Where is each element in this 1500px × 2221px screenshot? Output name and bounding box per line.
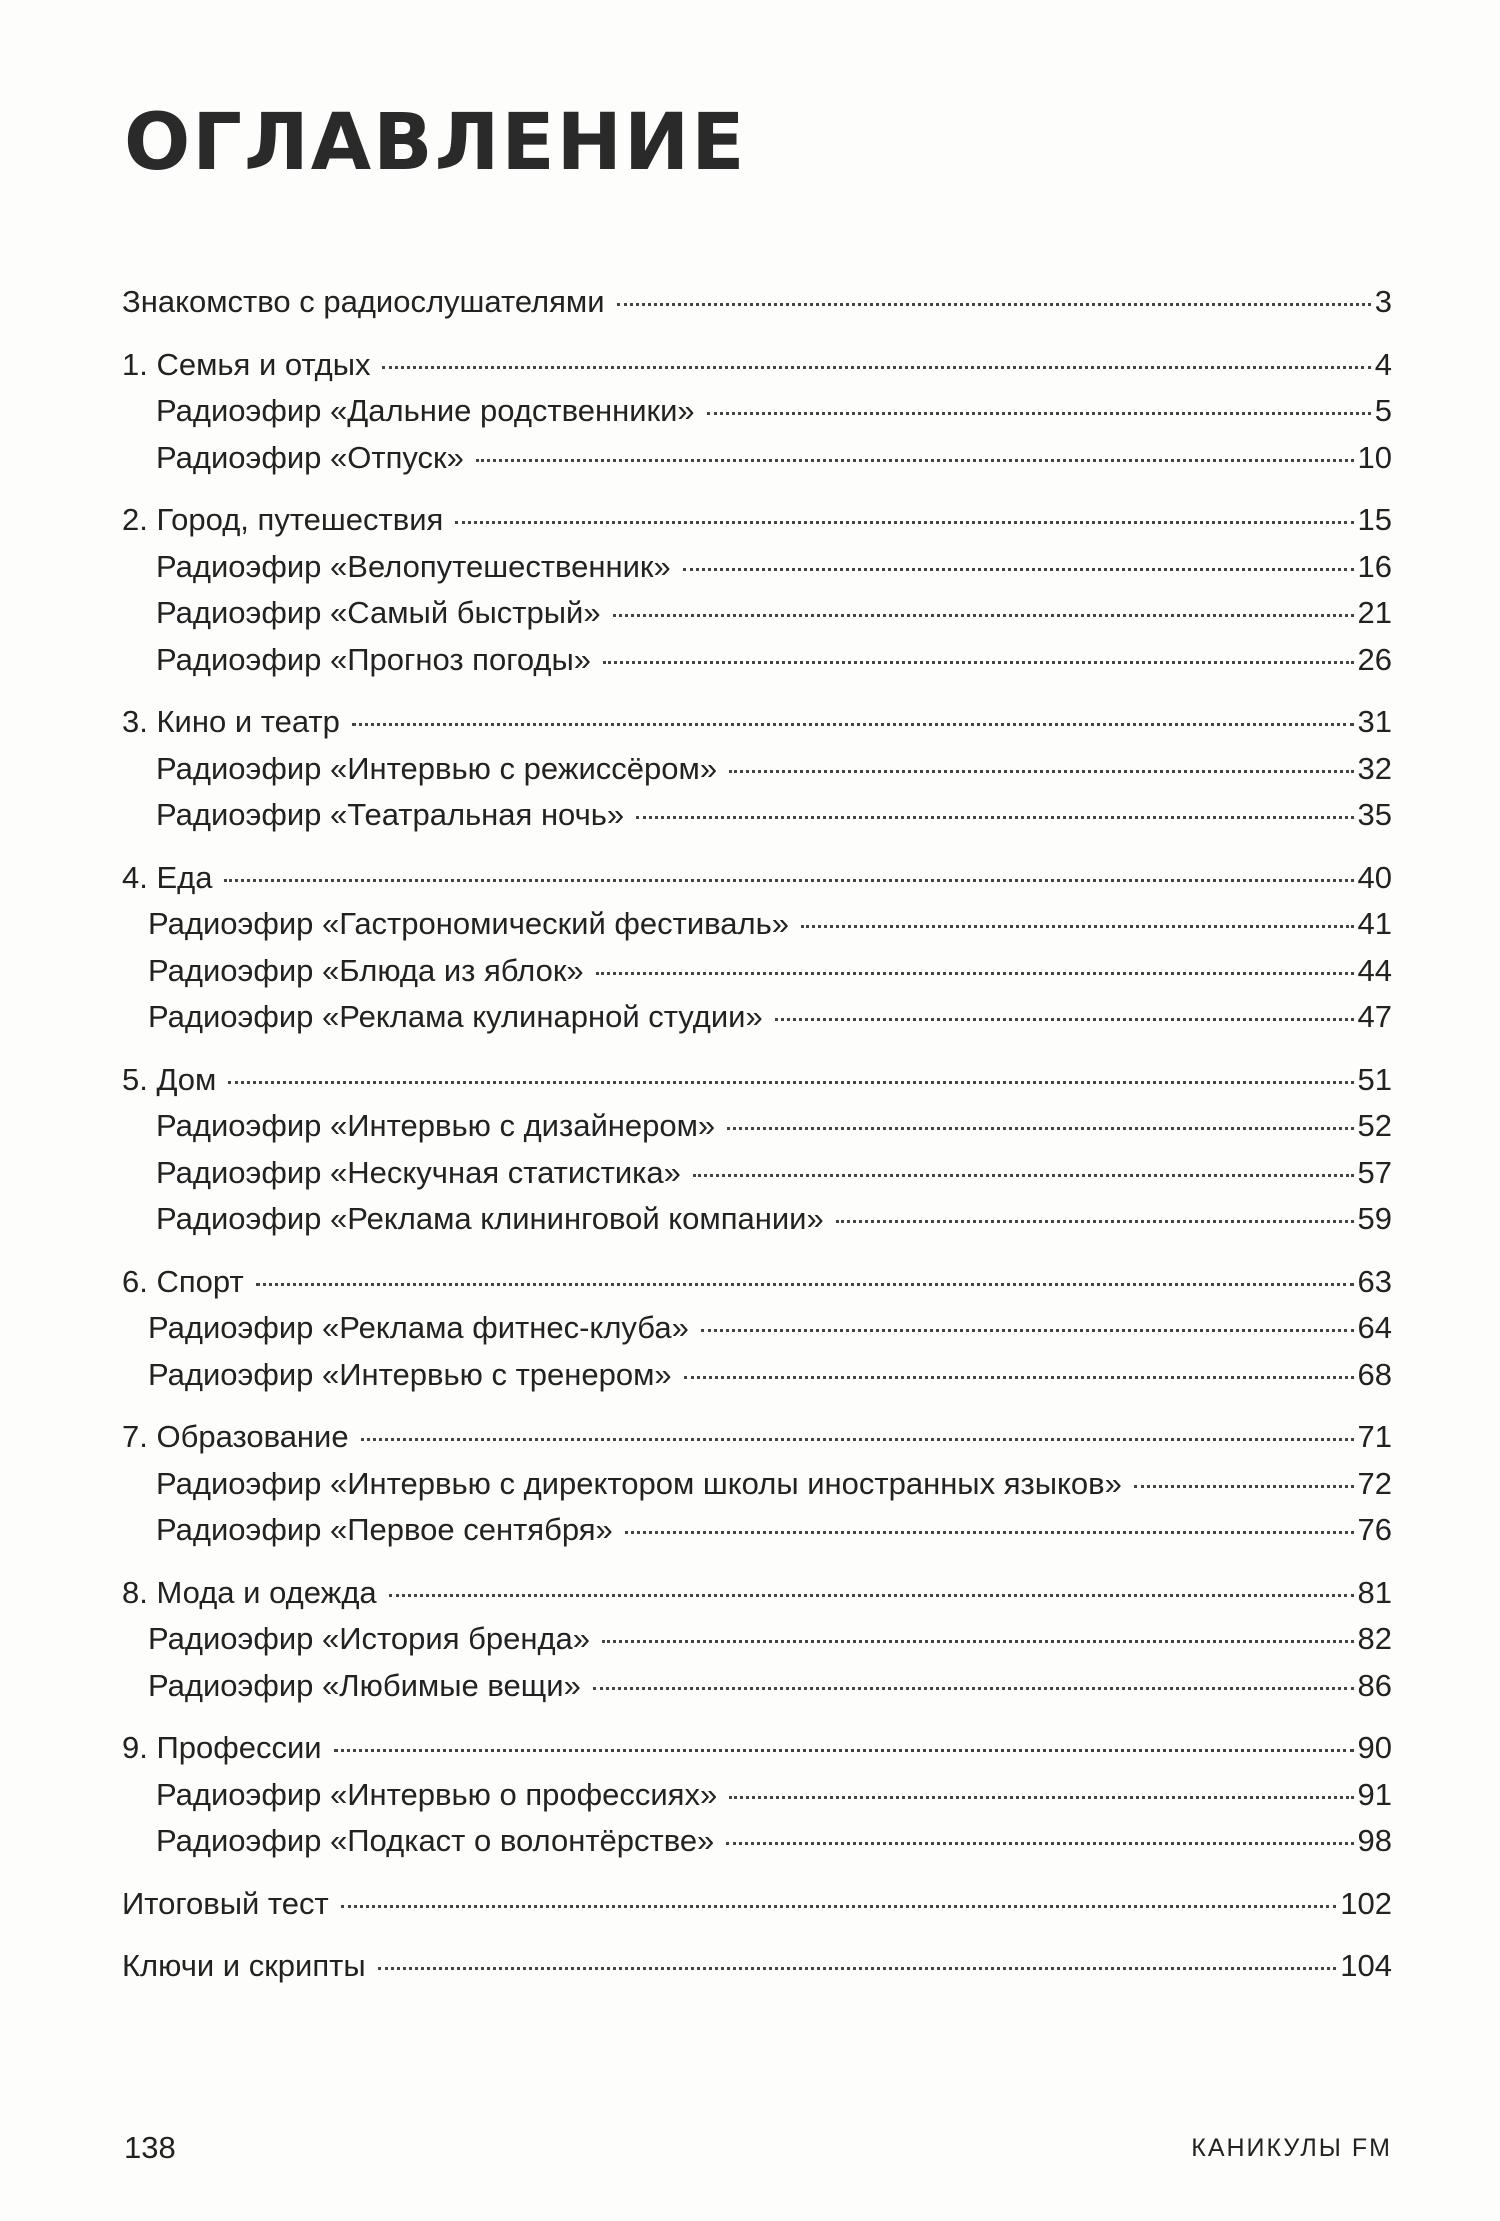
toc-leader-dots xyxy=(603,661,1354,664)
toc-section[interactable] xyxy=(122,704,1392,751)
toc-entry-label: Радиоэфир «Велопутешественник» xyxy=(156,548,671,584)
toc-entry-label: 7. Образование xyxy=(122,1419,349,1454)
toc-entry-label: Радиоэфир «Самый быстрый» xyxy=(156,595,601,630)
toc-entry-page: 10 xyxy=(1357,439,1392,475)
toc-leader-dots xyxy=(727,1127,1353,1130)
toc-subentry[interactable] xyxy=(122,751,1392,798)
toc-entry-page: 16 xyxy=(1357,548,1392,584)
toc-section[interactable] xyxy=(122,347,1392,394)
toc-section[interactable] xyxy=(122,1264,1392,1311)
toc-leader-dots xyxy=(389,1594,1354,1597)
toc-section[interactable] xyxy=(122,1062,1392,1109)
toc-leader-dots xyxy=(256,1283,1354,1286)
toc-section[interactable] xyxy=(122,502,1392,549)
toc-entry[interactable] xyxy=(122,1948,1392,1995)
toc-leader-dots xyxy=(228,1081,1353,1084)
toc-leader-dots xyxy=(683,568,1354,571)
toc-leader-dots xyxy=(382,366,1370,369)
toc-entry-page: 82 xyxy=(1357,1621,1392,1656)
toc-entry-page: 63 xyxy=(1357,1263,1392,1299)
toc-subentry[interactable] xyxy=(122,393,1392,440)
toc-leader-dots xyxy=(352,723,1354,726)
toc-entry-page: 59 xyxy=(1357,1201,1392,1236)
toc-subentry[interactable] xyxy=(122,1201,1392,1248)
toc-entry-label: 3. Кино и театр xyxy=(122,704,340,739)
toc-entry-page: 98 xyxy=(1357,1823,1392,1858)
toc-entry-label: Радиоэфир «Интервью с тренером» xyxy=(148,1356,672,1392)
toc-entry-page: 44 xyxy=(1357,952,1392,988)
toc-entry-label: 9. Профессии xyxy=(122,1730,322,1765)
toc-leader-dots xyxy=(726,1842,1353,1845)
toc-leader-dots xyxy=(684,1376,1354,1379)
toc-entry-page: 86 xyxy=(1357,1667,1392,1703)
toc-subentry[interactable] xyxy=(122,1466,1392,1513)
toc-leader-dots xyxy=(593,1687,1354,1690)
table-of-contents xyxy=(122,284,1392,1995)
toc-entry-label: 2. Город, путешествия xyxy=(122,502,444,537)
toc-entry-label: Знакомство с радиослушателями xyxy=(122,284,605,319)
toc-leader-dots xyxy=(707,412,1371,415)
toc-entry-page: 31 xyxy=(1357,704,1392,739)
toc-entry-page: 68 xyxy=(1357,1356,1392,1392)
toc-leader-dots xyxy=(636,816,1353,819)
toc-entry-label: 1. Семья и отдых xyxy=(122,346,371,382)
toc-entry-label: Радиоэфир «Дальние родственники» xyxy=(156,393,695,428)
toc-subentry[interactable] xyxy=(122,1668,1392,1715)
toc-entry-page: 41 xyxy=(1357,906,1392,941)
toc-subentry[interactable] xyxy=(122,1357,1392,1404)
toc-entry-page: 32 xyxy=(1357,750,1392,786)
toc-subentry[interactable] xyxy=(122,549,1392,596)
toc-entry-label: Радиоэфир «Театральная ночь» xyxy=(156,797,625,832)
toc-entry-page: 57 xyxy=(1357,1154,1392,1190)
toc-entry-page: 52 xyxy=(1357,1108,1392,1143)
toc-entry-label: Радиоэфир «Интервью с дизайнером» xyxy=(156,1108,716,1143)
toc-entry-page: 3 xyxy=(1374,284,1392,319)
toc-leader-dots xyxy=(617,303,1371,306)
toc-leader-dots xyxy=(1134,1485,1354,1488)
toc-leader-dots xyxy=(334,1749,1354,1752)
toc-entry-label: Радиоэфир «История бренда» xyxy=(148,1621,591,1656)
toc-entry[interactable] xyxy=(122,1886,1392,1933)
toc-entry-label: Радиоэфир «Любимые вещи» xyxy=(148,1667,581,1703)
toc-entry-label: Радиоэфир «Гастрономический фестиваль» xyxy=(148,906,790,941)
toc-section[interactable] xyxy=(122,1730,1392,1777)
toc-entry-label: 5. Дом xyxy=(122,1061,217,1097)
toc-leader-dots xyxy=(693,1174,1354,1177)
toc-leader-dots xyxy=(341,1905,1337,1908)
toc-entry-page: 76 xyxy=(1357,1512,1392,1547)
toc-leader-dots xyxy=(602,1640,1353,1643)
toc-entry-label: Радиоэфир «Отпуск» xyxy=(156,439,464,475)
toc-entry-page: 40 xyxy=(1357,859,1392,895)
toc-subentry[interactable] xyxy=(122,1310,1392,1357)
toc-entry-page: 102 xyxy=(1340,1885,1392,1921)
toc-leader-dots xyxy=(625,1531,1354,1534)
toc-subentry[interactable] xyxy=(122,1823,1392,1870)
toc-leader-dots xyxy=(613,614,1354,617)
toc-leader-dots xyxy=(836,1220,1354,1223)
toc-leader-dots xyxy=(801,925,1353,928)
toc-subentry[interactable] xyxy=(122,999,1392,1046)
toc-entry-page: 104 xyxy=(1340,1948,1392,1983)
toc-subentry[interactable] xyxy=(122,953,1392,1000)
toc-entry-page: 64 xyxy=(1357,1310,1392,1345)
toc-entry-page: 5 xyxy=(1374,393,1392,428)
toc-subentry[interactable] xyxy=(122,1621,1392,1668)
toc-leader-dots xyxy=(596,972,1354,975)
toc-subentry[interactable] xyxy=(122,595,1392,642)
toc-entry-page: 72 xyxy=(1357,1465,1392,1501)
toc-entry-page: 90 xyxy=(1357,1730,1392,1765)
toc-entry-label: Итоговый тест xyxy=(122,1885,329,1921)
toc-subentry[interactable] xyxy=(122,906,1392,953)
toc-entry-label: Радиоэфир «Подкаст о волонтёрстве» xyxy=(156,1823,715,1858)
toc-entry-page: 91 xyxy=(1357,1776,1392,1812)
toc-entry-label: 8. Мода и одежда xyxy=(122,1574,377,1610)
toc-subentry[interactable] xyxy=(122,440,1392,487)
toc-leader-dots xyxy=(378,1967,1337,1970)
toc-entry-label: Радиоэфир «Блюда из яблок» xyxy=(148,952,584,988)
footer-page-number: 138 xyxy=(124,2130,176,2165)
toc-entry-page: 15 xyxy=(1357,502,1392,537)
toc-entry-label: 6. Спорт xyxy=(122,1263,244,1299)
toc-entry-label: Радиоэфир «Первое сентября» xyxy=(156,1512,613,1547)
toc-entry-label: Радиоэфир «Реклама клининговой компании» xyxy=(156,1201,824,1236)
toc-leader-dots xyxy=(701,1329,1354,1332)
toc-subentry[interactable] xyxy=(122,1512,1392,1559)
toc-entry-label: Радиоэфир «Прогноз погоды» xyxy=(156,641,591,677)
toc-entry-page: 51 xyxy=(1357,1061,1392,1097)
toc-subentry[interactable] xyxy=(122,797,1392,844)
toc-entry-page: 26 xyxy=(1357,641,1392,677)
toc-entry-label: Радиоэфир «Интервью с режиссёром» xyxy=(156,750,718,786)
page-title: ОГЛАВЛЕНИЕ xyxy=(124,98,747,188)
toc-entry-label: Радиоэфир «Интервью о профессиях» xyxy=(156,1776,718,1812)
toc-leader-dots xyxy=(361,1438,1354,1441)
toc-leader-dots xyxy=(729,1796,1353,1799)
toc-entry-page: 47 xyxy=(1357,999,1392,1034)
toc-entry-label: Радиоэфир «Реклама фитнес-клуба» xyxy=(148,1310,689,1345)
toc-entry-label: Радиоэфир «Нескучная статистика» xyxy=(156,1154,681,1190)
toc-entry[interactable] xyxy=(122,284,1392,331)
footer-book-title: КАНИКУЛЫ FM xyxy=(1191,2134,1392,2162)
toc-section[interactable] xyxy=(122,860,1392,907)
toc-entry-label: Радиоэфир «Реклама кулинарной студии» xyxy=(148,999,763,1034)
toc-entry-page: 35 xyxy=(1357,797,1392,832)
toc-section[interactable] xyxy=(122,1575,1392,1622)
toc-subentry[interactable] xyxy=(122,642,1392,689)
toc-subentry[interactable] xyxy=(122,1155,1392,1202)
toc-entry-label: Радиоэфир «Интервью с директором школы иностранных языков» xyxy=(156,1465,1122,1501)
toc-leader-dots xyxy=(224,879,1353,882)
toc-entry-label: Ключи и скрипты xyxy=(122,1948,366,1983)
toc-entry-page: 81 xyxy=(1357,1574,1392,1610)
toc-entry-page: 4 xyxy=(1374,346,1392,382)
toc-subentry[interactable] xyxy=(122,1108,1392,1155)
toc-leader-dots xyxy=(476,459,1354,462)
toc-entry-label: 4. Еда xyxy=(122,859,213,895)
toc-section[interactable] xyxy=(122,1419,1392,1466)
toc-leader-dots xyxy=(775,1018,1354,1021)
toc-entry-page: 21 xyxy=(1357,595,1392,630)
toc-leader-dots xyxy=(729,770,1353,773)
toc-entry-page: 71 xyxy=(1357,1419,1392,1454)
toc-subentry[interactable] xyxy=(122,1777,1392,1824)
toc-leader-dots xyxy=(455,521,1353,524)
